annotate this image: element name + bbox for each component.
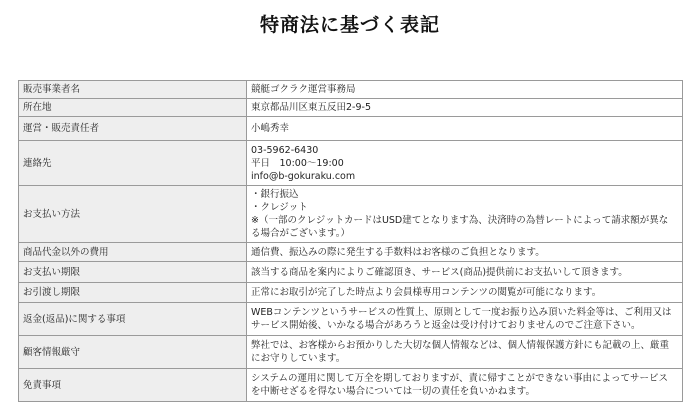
row-label: 連絡先: [19, 141, 247, 186]
row-value: [247, 81, 683, 99]
row-label: 返金(返品)に関する事項: [19, 303, 247, 336]
row-value: [247, 262, 683, 283]
row-label: お支払い期限: [19, 262, 247, 283]
value-line: システムの運用に関して万全を期しておりますが、責に帰すことができない事由によってサービスを中断せざるを得ない場合については一切の責任を負いかねます。: [251, 373, 669, 397]
page-title: 特商法に基づく表記: [259, 14, 440, 36]
row-label: 所在地: [19, 99, 247, 117]
row-value: [247, 243, 683, 262]
table-row-manager: [19, 117, 683, 141]
row-label: お引渡し期限: [19, 283, 247, 303]
row-value: [247, 369, 683, 402]
value-line: WEBコンテンツというサービスの性質上、原則として一度お振り込み頂いた料金等は、ご利用又はサービス開始後、いかなる場合があろうと返金は受け付けておりませんのでご注意下さい。: [251, 307, 672, 331]
value-line: 小嶋秀幸: [251, 123, 290, 134]
table-row-delivery: [19, 283, 683, 303]
row-value: [247, 117, 683, 141]
value-line: 該当する商品を案内によりご確認頂き、サービス(商品)提供前にお支払いして頂きます。: [251, 266, 628, 278]
row-value: [247, 141, 683, 186]
table-row-seller: [19, 81, 683, 99]
value-line: 東京都品川区東五反田2-9-5: [251, 102, 371, 113]
row-value: [247, 99, 683, 117]
phone-number: 03-5962-6430: [251, 144, 319, 156]
table-row-payment-method: [19, 186, 683, 243]
value-line: 正常にお取引が完了した時点より会員様専用コンテンツの閲覧が可能になります。: [251, 287, 602, 298]
contact-email: info@b-gokuraku.com: [251, 170, 356, 182]
value-line: 弊社では、お客様からお預かりした大切な個人情報などは、個人情報保護方針にも記載の上、厳重にお守りしています。: [251, 340, 670, 364]
table-row-payment-deadline: [19, 262, 683, 283]
row-value: [247, 186, 683, 243]
row-label: 免責事項: [19, 369, 247, 402]
row-label: 運営・販売責任者: [19, 117, 247, 141]
row-label: 顧客情報厳守: [19, 336, 247, 369]
table-row-address: [19, 99, 683, 117]
legal-notice-table: [18, 80, 683, 402]
value-line: 通信費、振込みの際に発生する手数料はお客様のご負担となります。: [251, 246, 545, 258]
table-row-privacy: [19, 336, 683, 369]
value-line: 競艇ゴクラク運営事務局: [251, 84, 356, 95]
value-line: ・クレジット: [251, 202, 308, 213]
table-row-refund: [19, 303, 683, 336]
business-hours: 平日 10:00～19:00: [251, 157, 344, 169]
table-row-disclaimer: [19, 369, 683, 402]
value-line: ※（一部のクレジットカードはUSD建てとなります為、決済時の為替レートによって請求額が異なる場合がございます。）: [251, 215, 669, 239]
table-row-other-fees: [19, 243, 683, 262]
row-label: 商品代金以外の費用: [19, 243, 247, 262]
row-value: [247, 336, 683, 369]
row-label: お支払い方法: [19, 186, 247, 243]
row-value: [247, 283, 683, 303]
value-line: ・銀行振込: [251, 189, 299, 200]
row-value: [247, 303, 683, 336]
row-label: 販売事業者名: [19, 81, 247, 99]
table-row-contact: [19, 141, 683, 186]
